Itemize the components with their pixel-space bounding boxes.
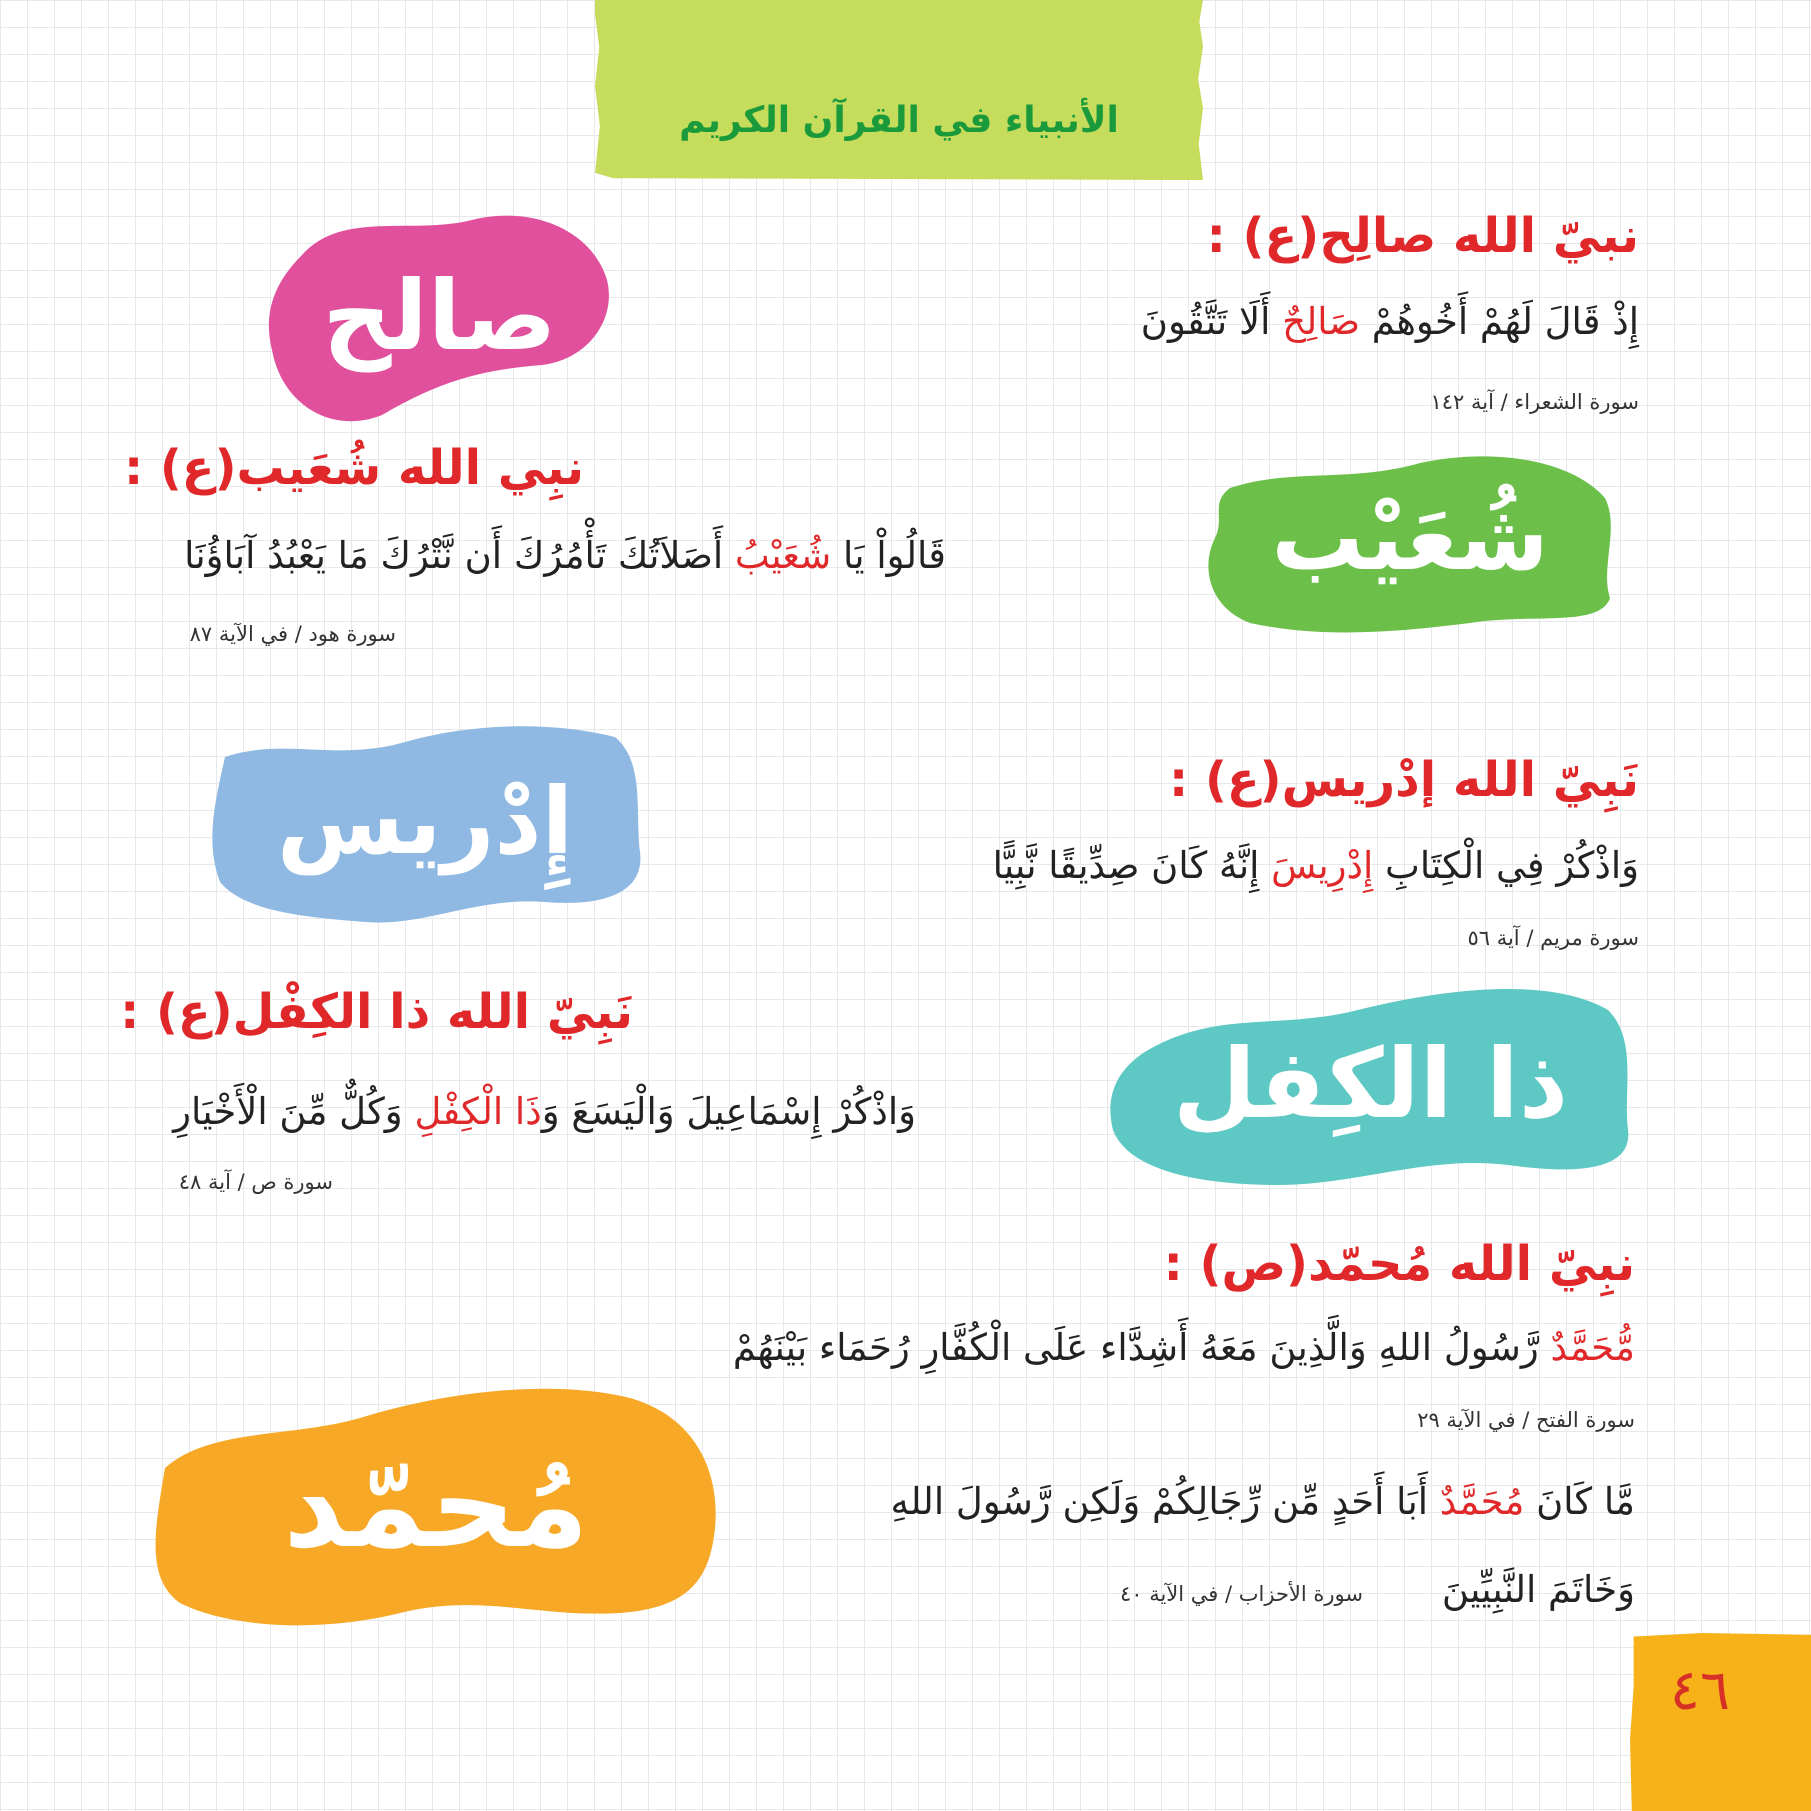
heading-dhulkifl: نَبِيّ الله ذا الكِفْل(ع) : bbox=[120, 984, 633, 1040]
badge-muhammad: مُحمّد bbox=[150, 1378, 722, 1633]
badge-shuaib: شُعَيْب bbox=[1200, 448, 1620, 636]
reference-dhulkifl: سورة ص / آية ٤٨ bbox=[178, 1170, 333, 1194]
page-title: الأنبياء في القرآن الكريم bbox=[679, 100, 1119, 141]
verse-muhammad-2-line2: وَخَاتَمَ النَّبِيِّينَ bbox=[1441, 1568, 1635, 1611]
reference-muhammad-1: سورة الفتح / في الآية ٢٩ bbox=[1417, 1408, 1635, 1432]
verse-muhammad-2: مَّا كَانَ مُحَمَّدٌ أَبَا أَحَدٍ مِّن رِّجَالِكُمْ وَلَكِن رَّسُولَ اللهِ bbox=[890, 1480, 1635, 1523]
reference-idris: سورة مريم / آية ٥٦ bbox=[1467, 926, 1639, 950]
verse-muhammad-1: مُّحَمَّدٌ رَّسُولُ اللهِ وَالَّذِينَ مَعَهُ أَشِدَّاء عَلَى الْكُفَّارِ رُحَمَاء بَيْنَهُمْ bbox=[732, 1326, 1635, 1369]
heading-idris: نَبِيّ الله إدْريس(ع) : bbox=[1169, 752, 1639, 808]
reference-shuaib: سورة هود / في الآية ٨٧ bbox=[189, 622, 396, 646]
verse-salih: إِذْ قَالَ لَهُمْ أَخُوهُمْ صَالِحٌ أَلَا تَتَّقُونَ bbox=[1140, 300, 1639, 343]
verse-idris: وَاذْكُرْ فِي الْكِتَابِ إِدْرِيسَ إِنَّهُ كَانَ صِدِّيقًا نَّبِيًّا bbox=[992, 844, 1639, 887]
heading-shuaib: نبِي الله شُعَيب(ع) : bbox=[123, 440, 584, 496]
header-banner bbox=[595, 0, 1203, 180]
reference-muhammad-2: سورة الأحزاب / في الآية ٤٠ bbox=[1119, 1582, 1363, 1606]
badge-salih: صالح bbox=[262, 200, 617, 425]
verse-shuaib: قَالُواْ يَا شُعَيْبُ أَصَلاَتُكَ تَأْمُرُكَ أَن نَّتْرُكَ مَا يَعْبُدُ آبَاؤُنَا bbox=[184, 534, 946, 577]
heading-salih: نبيّ الله صالِح(ع) : bbox=[1206, 208, 1639, 264]
badge-idris: إِدْريس bbox=[205, 722, 645, 932]
reference-salih: سورة الشعراء / آية ١٤٢ bbox=[1430, 390, 1639, 414]
verse-dhulkifl: وَاذْكُرْ إِسْمَاعِيلَ وَالْيَسَعَ وَذَا الْكِفْلِ وَكُلٌّ مِّنَ الْأَخْيَارِ bbox=[173, 1090, 916, 1133]
page-number: ٤٦ bbox=[1669, 1658, 1731, 1723]
heading-muhammad: نبِيّ الله مُحمّد(ص) : bbox=[1163, 1236, 1635, 1292]
badge-dhulkifl: ذا الكِفل bbox=[1108, 980, 1633, 1190]
